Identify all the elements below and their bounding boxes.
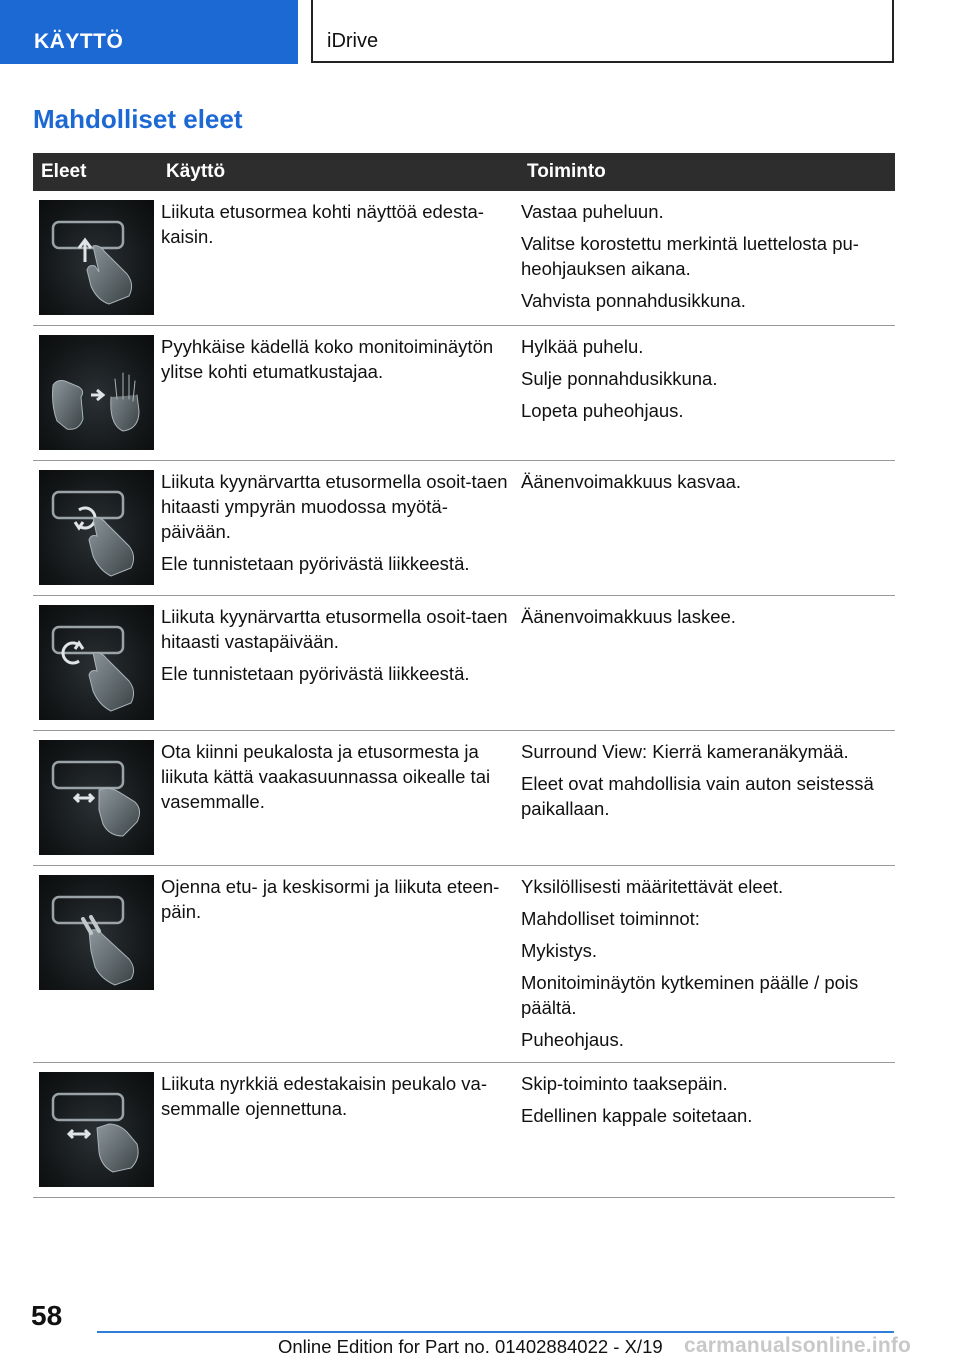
tap-forward-gesture-icon [39,200,154,315]
table-row [33,1063,895,1198]
table-row [33,866,895,1063]
watermark: carmanualsonline.info [684,1334,912,1357]
circle-counterclockwise-gesture-icon [39,605,154,720]
function-cell [519,191,895,326]
function-text: Mykistys. [521,940,598,961]
usage-text: Liikuta kyynärvartta etusormella osoit-taen hitaasti vastapäivään. [161,606,508,652]
function-text: Lopeta puheohjaus. [521,400,684,421]
usage-cell [158,731,519,866]
function-cell [519,731,895,866]
gesture-cell [33,1063,158,1198]
usage-cell [158,866,519,1063]
column-header-usage: Käyttö [158,153,519,191]
usage-text: Ota kiinni peukalosta ja etusormesta ja liikuta kättä vaakasuunnassa oikealle tai vasemmalle. [161,741,491,812]
page-title: Mahdolliset eleet [33,104,243,134]
usage-cell [158,326,519,461]
function-cell [519,326,895,461]
header-section-label: KÄYTTÖ [34,30,124,53]
footer-divider [97,1331,894,1333]
table-row [33,596,895,731]
usage-cell [158,596,519,731]
table-row [33,731,895,866]
function-text: Surround View: Kierrä kameranäkymää. [521,741,849,762]
usage-text: Ojenna etu- ja keskisormi ja liikuta eteen-päin. [161,876,500,922]
usage-text: Liikuta etusormea kohti näyttöä edesta-kaisin. [161,201,484,247]
usage-text: Ele tunnistetaan pyörivästä liikkeestä. [161,663,470,684]
function-cell [519,596,895,731]
usage-cell [158,1063,519,1198]
hand-swipe-gesture-icon [39,335,154,450]
function-text: Mahdolliset toiminnot: [521,908,700,929]
gesture-cell [33,596,158,731]
function-cell [519,1063,895,1198]
function-text: Edellinen kappale soitetaan. [521,1105,753,1126]
circle-clockwise-gesture-icon [39,470,154,585]
usage-text: Liikuta nyrkkiä edestakaisin peukalo va-semmalle ojennettuna. [161,1073,487,1119]
function-text: Vastaa puheluun. [521,201,664,222]
function-text: Äänenvoimakkuus laskee. [521,606,736,627]
gesture-cell [33,191,158,326]
function-text: Monitoiminäytön kytkeminen päälle / pois päältä. [521,972,859,1018]
gesture-cell [33,866,158,1063]
usage-text: Liikuta kyynärvartta etusormella osoit-taen hitaasti ympyrän muodossa myötä-päivään. [161,471,508,542]
table-row [33,191,895,326]
footer-edition: Online Edition for Part no. 01402884022 - X/19 [278,1336,663,1357]
function-text: Vahvista ponnahdusikkuna. [521,290,746,311]
function-text: Yksilöllisesti määritettävät eleet. [521,876,784,897]
table-header-row [33,153,895,191]
column-header-function: Toiminto [519,153,895,191]
function-text: Puheohjaus. [521,1029,624,1050]
header-chapter-tab [311,0,894,63]
function-cell [519,866,895,1063]
fist-thumb-swipe-gesture-icon [39,1072,154,1187]
function-cell [519,461,895,596]
usage-text: Ele tunnistetaan pyörivästä liikkeestä. [161,553,470,574]
column-header-gestures: Eleet [33,153,158,191]
usage-cell [158,461,519,596]
pinch-horizontal-gesture-icon [39,740,154,855]
page-number: 58 [31,1300,63,1331]
function-text: Äänenvoimakkuus kasvaa. [521,471,742,492]
gesture-cell [33,731,158,866]
function-text: Sulje ponnahdusikkuna. [521,368,718,389]
gesture-cell [33,326,158,461]
usage-text: Pyyhkäise kädellä koko monitoiminäytön ylitse kohti etumatkustajaa. [161,336,494,382]
function-text: Skip-toiminto taaksepäin. [521,1073,728,1094]
gesture-cell [33,461,158,596]
function-text: Eleet ovat mahdollisia vain auton seistessä paikallaan. [521,773,874,819]
two-finger-forward-gesture-icon [39,875,154,990]
table-row [33,326,895,461]
table-row [33,461,895,596]
function-text: Valitse korostettu merkintä luettelosta pu-heohjauksen aikana. [521,233,859,279]
header-chapter-label: iDrive [327,30,379,52]
header-section-tab [0,0,298,64]
gesture-table [33,153,895,1198]
function-text: Hylkää puhelu. [521,336,644,357]
usage-cell [158,191,519,326]
